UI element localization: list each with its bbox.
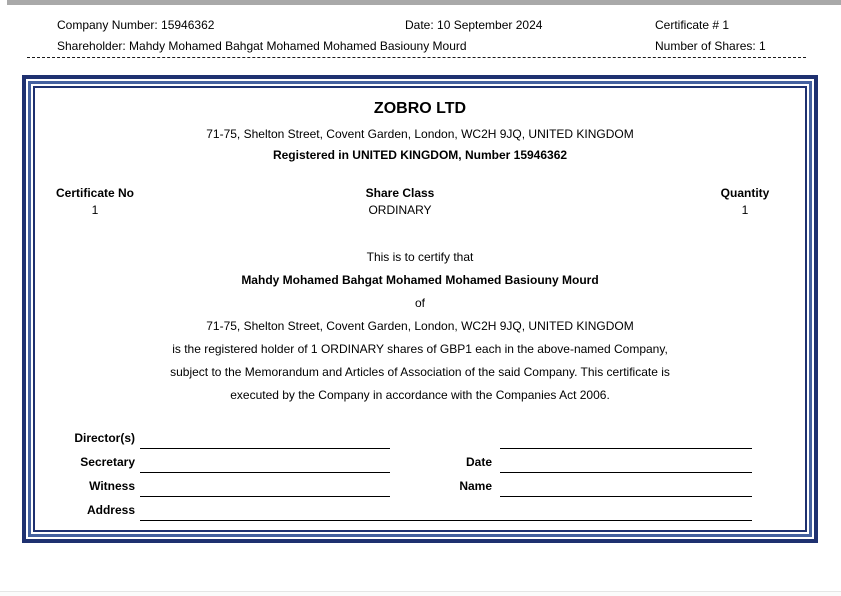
holder-name: Mahdy Mohamed Bahgat Mohamed Mohamed Basiouny Mourd [241, 273, 599, 287]
company-number-text: Company Number: 15946362 [57, 18, 215, 32]
signature-block [35, 428, 805, 521]
share-class-column [366, 186, 435, 217]
dashed-divider [27, 57, 806, 58]
director-right-spacer [390, 445, 492, 449]
name-label: Name [459, 479, 492, 493]
director-signature-line [140, 448, 390, 449]
secretary-row [35, 452, 805, 473]
page-top-edge [7, 0, 841, 5]
director-label: Director(s) [74, 431, 135, 445]
certificate-no-value: 1 [91, 203, 99, 217]
statement-line-3: executed by the Company in accordance with the Companies Act 2006. [230, 388, 610, 402]
certificate-no-label: Certificate No [55, 186, 135, 200]
company-name-title: ZOBRO LTD [373, 100, 467, 117]
address-line [140, 520, 752, 521]
of-line: of [414, 296, 425, 310]
quantity-column [721, 186, 770, 217]
date-label: Date [465, 455, 492, 469]
name-line [500, 496, 752, 497]
secretary-signature-line [140, 472, 390, 473]
registration-line: Registered in UNITED KINGDOM, Number 15946362 [272, 148, 568, 162]
secretary-label: Secretary [80, 455, 135, 469]
director-right-signature-line [500, 448, 752, 449]
quantity-value: 1 [741, 203, 749, 217]
certificate-number-text: Certificate # 1 [655, 18, 730, 32]
date-text: Date: 10 September 2024 [405, 18, 543, 32]
date-line [500, 472, 752, 473]
statement-line-2: subject to the Memorandum and Articles of Association of the said Company. This certificate is [170, 365, 670, 379]
shareholder-text: Shareholder: Mahdy Mohamed Bahgat Mohamed Mohamed Basiouny Mourd [57, 39, 467, 53]
share-class-label: Share Class [365, 186, 435, 200]
quantity-label: Quantity [720, 186, 770, 200]
certificate-frame-middle [28, 81, 812, 537]
share-class-value: ORDINARY [368, 203, 432, 217]
certificate-no-column [56, 186, 134, 217]
page-bottom-margin [0, 592, 841, 596]
certificate-body [33, 86, 807, 532]
certificate-columns [35, 186, 805, 220]
holder-address-line: 71-75, Shelton Street, Covent Garden, London, WC2H 9JQ, UNITED KINGDOM [206, 319, 634, 333]
witness-row [35, 476, 805, 497]
certificate-frame-outer [22, 75, 818, 543]
address-row [35, 500, 805, 521]
witness-label: Witness [89, 479, 135, 493]
number-of-shares-text: Number of Shares: 1 [655, 39, 766, 53]
director-row [35, 428, 805, 449]
company-address-line: 71-75, Shelton Street, Covent Garden, London, WC2H 9JQ, UNITED KINGDOM [206, 127, 634, 141]
statement-line-1: is the registered holder of 1 ORDINARY shares of GBP1 each in the above-named Company, [172, 342, 668, 356]
witness-signature-line [140, 496, 390, 497]
certify-line: This is to certify that [366, 250, 474, 264]
address-label: Address [86, 503, 135, 517]
